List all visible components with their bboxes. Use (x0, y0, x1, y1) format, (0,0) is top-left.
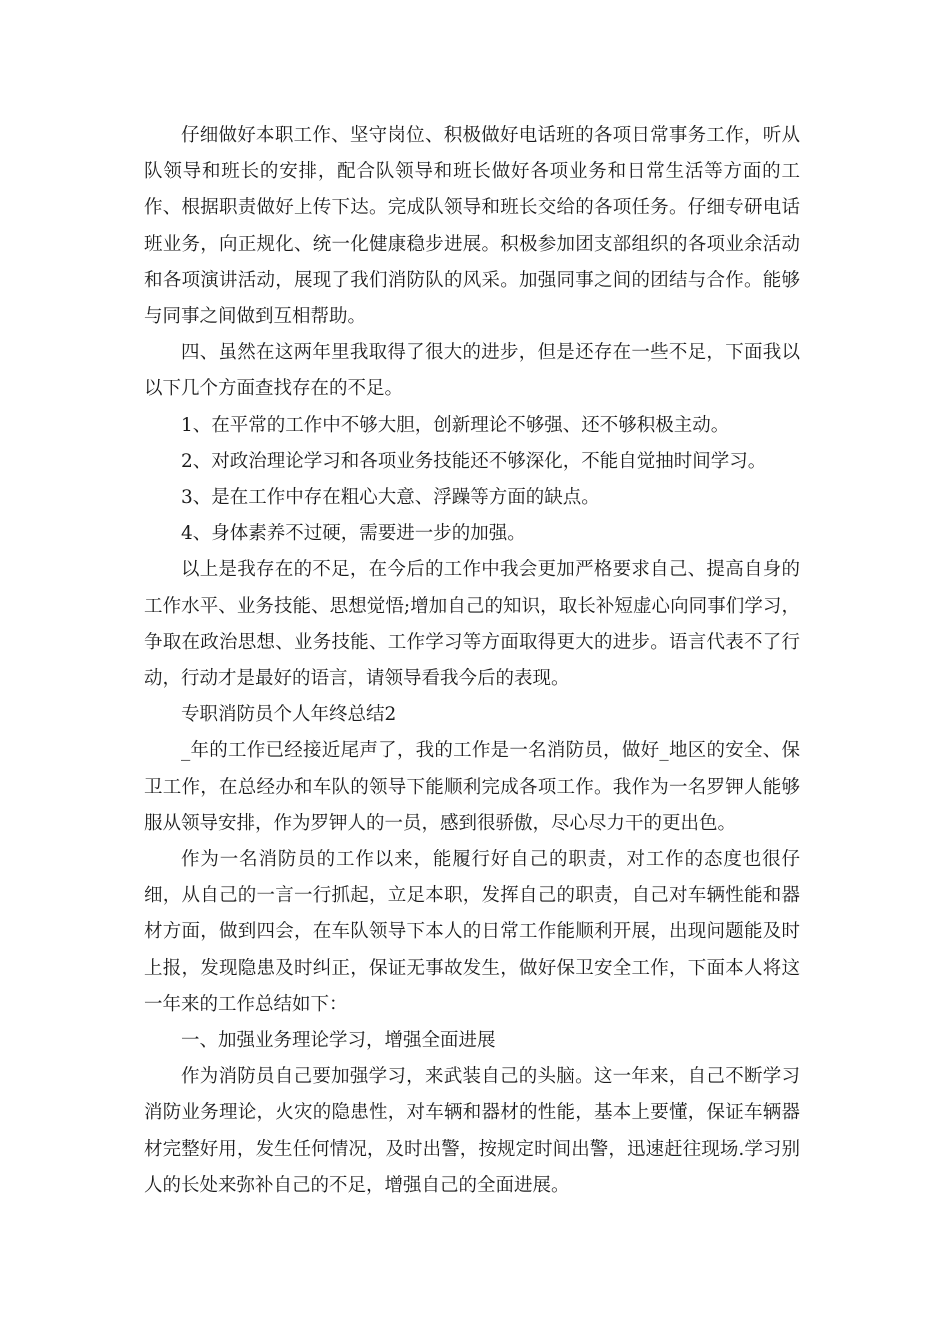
list-item: 4、身体素养不过硬，需要进一步的加强。 (181, 523, 526, 545)
section-heading: 一、加强业务理论学习，增强全面进展 (181, 1030, 496, 1052)
paragraph: 作为一名消防员的工作以来，能履行好自己的职责，对工作的态度也很仔细，从自己的一言一行抓起，立足本职，发挥自己的职责，自己对车辆性能和器材方面，做到四会，在车队领导下本人的日常工作能顺利开展，出现问题能及时上报，发现隐患及时纠正，保证无事故发生，做好保卫安全工作，下面本人将这一年来的工作总结如下： (144, 849, 800, 1015)
list-item: 2、对政治理论学习和各项业务技能还不够深化，不能自觉抽时间学习。 (181, 450, 767, 472)
paragraph: 以上是我存在的不足，在今后的工作中我会更加严格要求自己、提高自身的工作水平、业务技能、思想觉悟;增加自己的知识，取长补短虚心向同事们学习，争取在政治思想、业务技能、工作学习等方面取得更大的进步。语言代表不了行动，行动才是最好的语言，请领导看我今后的表现。 (144, 559, 800, 690)
paragraph: 仔细做好本职工作、坚守岗位、积极做好电话班的各项日常事务工作，听从队领导和班长的安排，配合队领导和班长做好各项业务和日常生活等方面的工作、根据职责做好上传下达。完成队领导和班长交给的各项任务。仔细专研电话班业务，向正规化、统一化健康稳步进展。积极参加团支部组织的各项业余活动和各项演讲活动，展现了我们消防队的风采。加强同事之间的团结与合作。能够与同事之间做到互相帮助。 (144, 125, 800, 328)
list-item: 1、在平常的工作中不够大胆，创新理论不够强、还不够积极主动。 (181, 414, 730, 436)
paragraph: 作为消防员自己要加强学习，来武装自己的头脑。这一年来，自己不断学习消防业务理论，火灾的隐患性，对车辆和器材的性能，基本上要懂，保证车辆器材完整好用，发生任何情况，及时出警，按规定时间出警，迅速赶往现场.学习别人的长处来弥补自己的不足，增强自己的全面进展。 (144, 1066, 800, 1196)
paragraph: 四、虽然在这两年里我取得了很大的进步，但是还存在一些不足，下面我以以下几个方面查找存在的不足。 (144, 342, 800, 400)
paragraph: _年的工作已经接近尾声了，我的工作是一名消防员，做好_地区的安全、保卫工作，在总经办和车队的领导下能顺利完成各项工作。我作为一名罗钾人能够服从领导安排，作为罗钾人的一员，感到很骄傲，尽心尽力干的更出色。 (144, 740, 800, 834)
document-body (144, 118, 800, 1204)
section-title: 专职消防员个人年终总结2 (181, 704, 397, 726)
list-item: 3、是在工作中存在粗心大意、浮躁等方面的缺点。 (181, 487, 600, 509)
